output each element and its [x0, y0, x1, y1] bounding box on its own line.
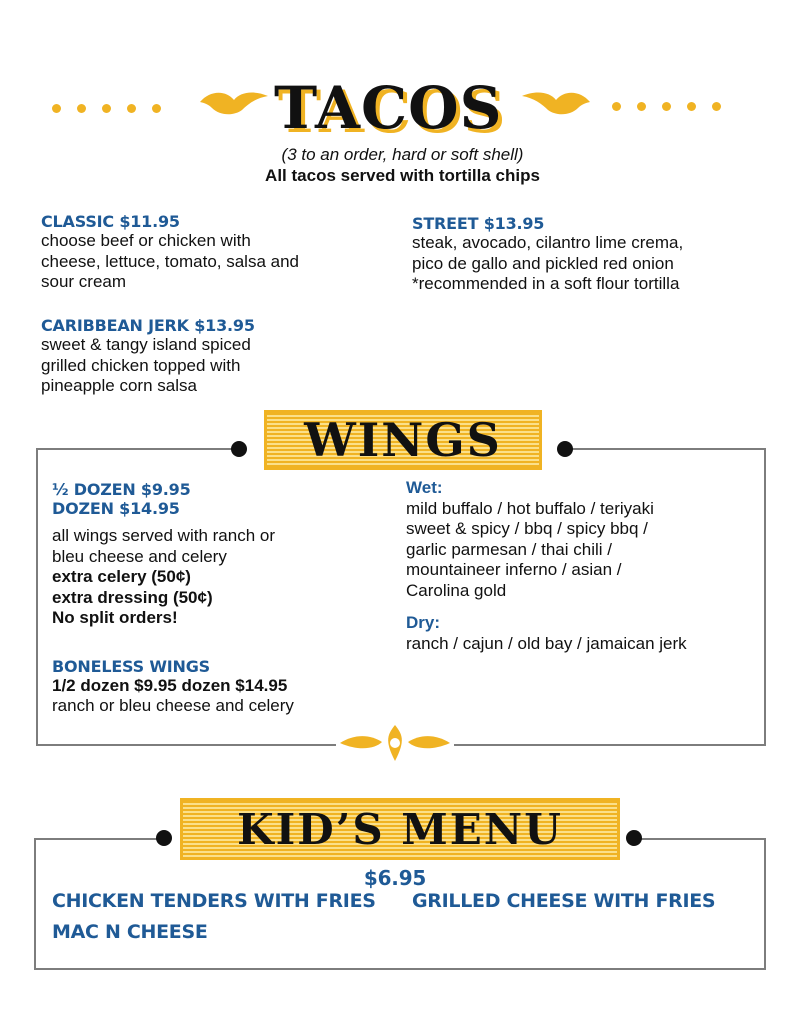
- dry-label: Dry:: [406, 613, 441, 632]
- kids-item-mac: MAC N CHEESE: [52, 921, 208, 943]
- wings-right-col: [406, 478, 756, 654]
- kids-ribbon: [180, 798, 620, 860]
- item-desc-line: choose beef or chicken with: [41, 231, 251, 250]
- wet-line: garlic parmesan / thai chili /: [406, 539, 612, 559]
- wings-half-price: ½ DOZEN $9.95: [52, 480, 191, 499]
- kids-item-grilled-cheese: GRILLED CHEESE WITH FRIES: [412, 890, 716, 912]
- item-desc-line: *recommended in a soft flour tortilla: [412, 274, 680, 293]
- item-desc-line: pineapple corn salsa: [41, 376, 197, 395]
- boneless-title: BONELESS WINGS: [52, 656, 210, 676]
- item-desc-line: cheese, lettuce, tomato, salsa and: [41, 251, 299, 271]
- wings-ribbon: [264, 410, 542, 470]
- wings-desc-line: bleu cheese and celery: [52, 546, 227, 566]
- kids-top-line-left: [34, 838, 162, 840]
- flourish-right-icon: [520, 86, 592, 118]
- wet-line: sweet & spicy / bbq / spicy bbq /: [406, 519, 648, 538]
- kids-top-line-right: [636, 838, 764, 840]
- wings-node-right: [557, 441, 573, 457]
- flourish-left-icon: [198, 86, 270, 118]
- wings-top-line-left: [36, 448, 238, 450]
- tacos-note: All tacos served with tortilla chips: [265, 166, 540, 185]
- item-desc-line: pico de gallo and pickled red onion: [412, 253, 674, 273]
- right-dot-row: [612, 98, 737, 116]
- kids-node-left: [156, 830, 172, 846]
- kids-price: $6.95: [363, 866, 427, 890]
- wet-line: Carolina gold: [406, 580, 507, 600]
- taco-item-classic: [41, 212, 381, 293]
- wings-dozen-price: DOZEN $14.95: [52, 499, 180, 518]
- tacos-title: TACOS: [274, 74, 503, 142]
- item-desc-line: sweet & tangy island spiced: [41, 335, 251, 354]
- taco-item-caribbean: [41, 316, 381, 397]
- item-desc-line: grilled chicken topped with: [41, 355, 241, 375]
- wings-extra-line: extra celery (50¢): [52, 567, 191, 586]
- wings-extra-line: extra dressing (50¢): [52, 587, 213, 607]
- wings-title: WINGS: [304, 413, 502, 467]
- item-desc-line: sour cream: [41, 272, 127, 291]
- item-title: CARIBBEAN JERK $13.95: [41, 316, 255, 335]
- wet-line: mountaineer inferno / asian /: [406, 560, 622, 579]
- left-dot-row: [52, 100, 177, 118]
- item-desc-line: steak, avocado, cilantro lime crema,: [412, 233, 684, 252]
- kids-item-chicken: CHICKEN TENDERS WITH FRIES: [52, 890, 376, 912]
- wings-node-left: [231, 441, 247, 457]
- item-title: CLASSIC $11.95: [41, 212, 180, 231]
- wings-desc-line: all wings served with ranch or: [52, 526, 275, 545]
- boneless-price: 1/2 dozen $9.95 dozen $14.95: [52, 675, 288, 695]
- kids-title: KID’S MENU: [237, 804, 563, 854]
- dry-line: ranch / cajun / old bay / jamaican jerk: [406, 633, 687, 653]
- wet-line: mild buffalo / hot buffalo / teriyaki: [406, 498, 654, 518]
- wings-top-line-right: [566, 448, 764, 450]
- kids-node-right: [626, 830, 642, 846]
- wet-label: Wet:: [406, 478, 443, 497]
- taco-item-street: [412, 214, 772, 295]
- boneless-desc: ranch or bleu cheese and celery: [52, 696, 294, 715]
- tacos-subtitle: (3 to an order, hard or soft shell): [281, 145, 524, 164]
- flourish-center-icon: [336, 722, 454, 764]
- item-title: STREET $13.95: [412, 214, 545, 233]
- wings-left-col: [52, 480, 382, 717]
- wings-extra-line: No split orders!: [52, 608, 178, 627]
